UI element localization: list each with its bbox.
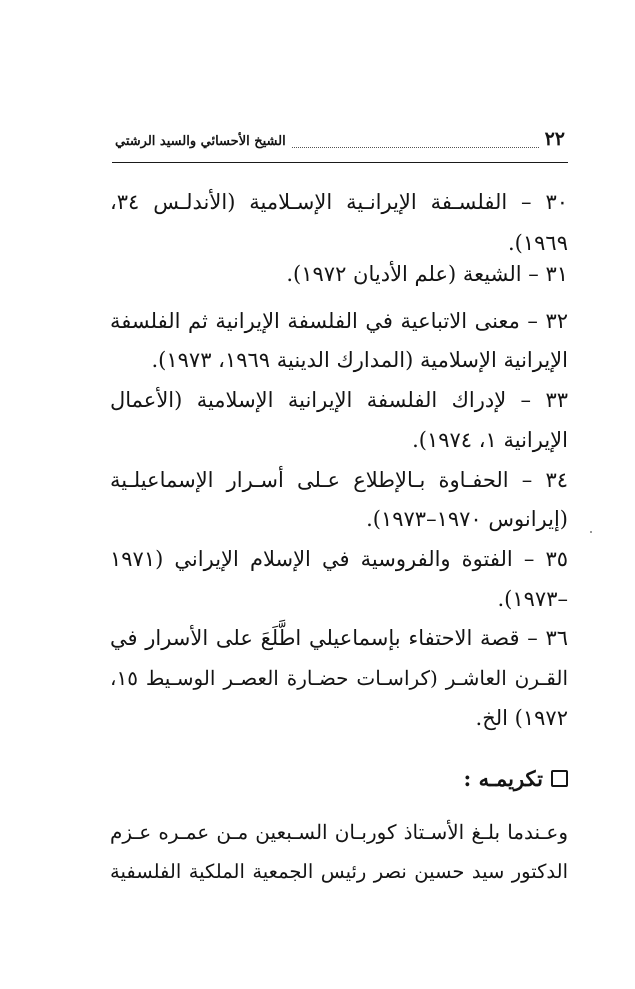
paragraph-line-1: وعـندما بلـغ الأسـتاذ كوربـان السـبعين مـن عمـره عـزم [110,820,568,844]
list-item-35-line-1: ٣٥ – الفتوة والفروسية في الإسلام الإيراني (١٩٧١ [110,547,568,571]
running-header [115,128,565,158]
list-item-34-line-1: ٣٤ – الحفـاوة بـالإطلاع عـلى أسـرار الإسماعيلـية [110,468,568,492]
list-item-32-line-2: الإيرانية الإسلامية (المدارك الدينية ١٩٦٩، ١٩٧٣). [151,348,568,372]
section-heading-text: تكريمـه : [463,766,543,791]
square-bullet-icon [551,770,568,787]
list-item-32-line-1: ٣٢ – معنى الاتباعية في الفلسفة الإيرانية ثم الفلسفة [110,309,568,333]
header-leader-dots [292,147,539,148]
section-heading [110,764,568,794]
header-rule [112,162,568,163]
scan-speck [590,531,592,533]
list-item-30-line-2: ١٩٦٩). [508,231,568,255]
page-number: ٢٢ [544,128,565,150]
paragraph-line-2: الدكتور سيد حسين نصر رئيس الجمعية الملكية الفلسفية [110,860,568,883]
list-item-31: ٣١ – الشيعة (علم الأديان ١٩٧٢). [286,262,568,286]
list-item-33-line-2: الإيرانية ١، ١٩٧٤). [412,428,568,452]
list-item-35-line-2: –١٩٧٣). [497,587,568,611]
list-item-36-line-1: ٣٦ – قصة الاحتفاء بإسماعيلي اطَّلَعَ على الأسرار في [110,626,568,650]
list-item-34-line-2: (إيرانوس ١٩٧٠–١٩٧٣). [366,507,568,531]
list-item-36-line-2: القـرن العاشـر (كراسـات حضـارة العصـر الوسـيط ١٥، [110,666,568,690]
list-item-33-line-1: ٣٣ – لإدراك الفلسفة الإيرانية الإسلامية (الأعمال [110,388,568,412]
list-item-36-line-3: ١٩٧٢) الخ. [475,706,568,730]
running-title: الشيخ الأحسائي والسيد الرشتي [115,134,286,149]
list-item-30-line-1: ٣٠ – الفلسـفة الإيرانـية الإسـلامية (الأندلـس ٣٤، [110,190,568,214]
